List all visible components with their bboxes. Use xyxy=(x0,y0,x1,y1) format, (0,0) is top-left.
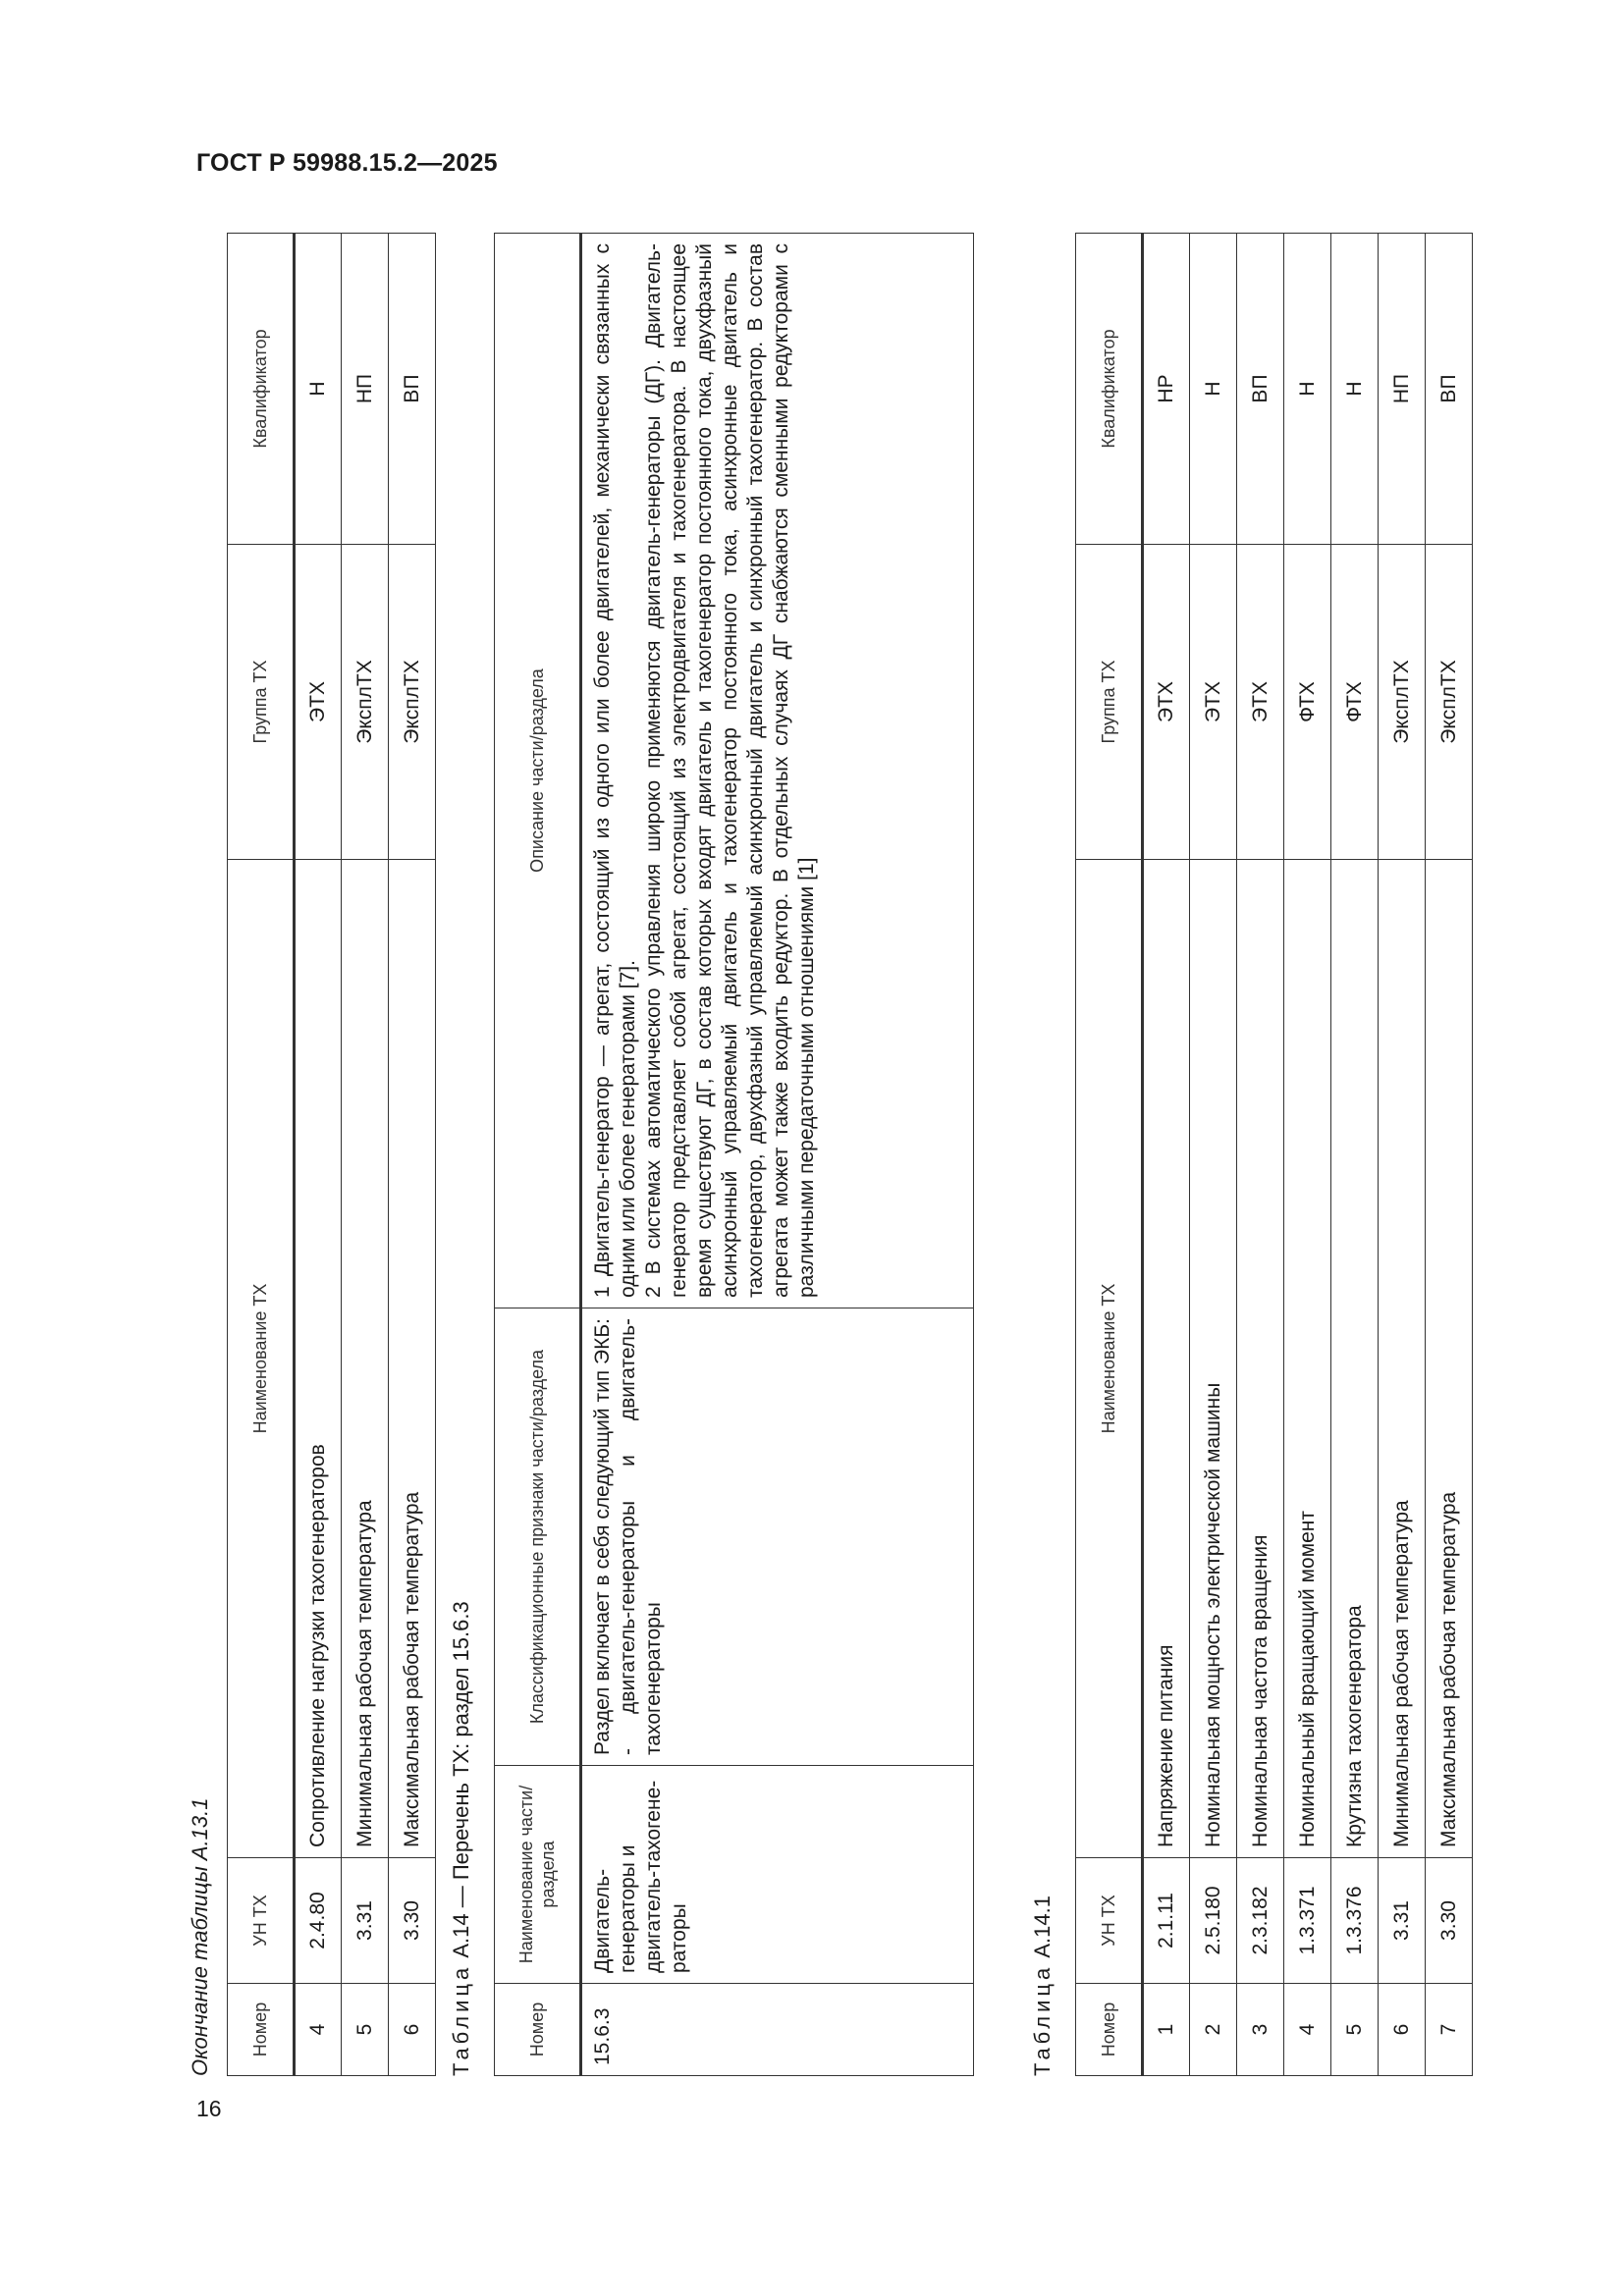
header-description: Описание части/раздела xyxy=(495,234,581,1308)
cell-name: Номинальная мощность электрической машины xyxy=(1190,860,1237,1858)
cell-number: 6 xyxy=(1379,1984,1426,2076)
cell-qualifier: НР xyxy=(1143,234,1190,545)
cell-qualifier: Н xyxy=(1331,234,1379,545)
cell-name: Номинальный вращающий момент xyxy=(1284,860,1331,1858)
cell-name: Сопротивление нагрузки тахогенераторов xyxy=(295,860,342,1858)
cell-code: 2.5.180 xyxy=(1190,1858,1237,1984)
cell-number: 4 xyxy=(1284,1984,1331,2076)
page-number: 16 xyxy=(196,2096,222,2121)
cell-group: ЭксплТХ xyxy=(1426,545,1473,860)
table-row xyxy=(1426,234,1473,2076)
table-a131-caption: Окончание таблицы А.13.1 xyxy=(188,1797,212,2076)
table-row xyxy=(1331,234,1379,2076)
cell-code: 2.3.182 xyxy=(1237,1858,1284,1984)
cell-number: 1 xyxy=(1143,1984,1190,2076)
table-a14-caption-prefix: Таблица xyxy=(449,1963,473,2076)
header-name: Наименование ТХ xyxy=(228,860,295,1858)
cell-code: 3.30 xyxy=(389,1858,436,1984)
cell-name: Минимальная рабочая температура xyxy=(342,860,389,1858)
header-number: Номер xyxy=(228,1984,295,2076)
cell-part-name: Двигатель-генераторы и двигатель-тахогене-раторы xyxy=(581,1766,974,1984)
cell-description: 1 Двигатель-генератор — агрегат, состоящий из одного или более двигателей, механически связанных с одним или более генераторами [7]. 2 В системах автоматического управления широко применяются двигатель-генераторы (ДГ). Двигатель-генератор представляет собой агрегат, состоящий из электродвигателя и тахогенератора. В настоящее время существуют ДГ, в состав которых входят двигатель и тахогенератор постоянного тока, двухфазный асинхронный управляемый двигатель и тахогенератор постоянного тока, асинхронные двигатель и тахогенератор, двухфазный управляемый асинхронный двигатель и синхронный тахогенератор. В состав агрегата может также входить редуктор. В отдельных случаях ДГ снабжаются сменными редукторами с различными передаточными отношениями [1] xyxy=(581,234,974,1308)
header-group: Группа ТХ xyxy=(1076,545,1143,860)
document-header: ГОСТ Р 59988.15.2—2025 xyxy=(196,149,498,177)
header-group: Группа ТХ xyxy=(228,545,295,860)
cell-group: ЭТХ xyxy=(1190,545,1237,860)
cell-code: 3.31 xyxy=(342,1858,389,1984)
cell-qualifier: НП xyxy=(342,234,389,545)
cell-qualifier: НП xyxy=(1379,234,1426,545)
cell-code: 2.1.11 xyxy=(1143,1858,1190,1984)
cell-name: Крутизна тахогенератора xyxy=(1331,860,1379,1858)
cell-qualifier: ВП xyxy=(1237,234,1284,545)
table-row xyxy=(389,234,436,2076)
table-a141-caption-prefix: Таблица xyxy=(1030,1963,1055,2076)
cell-group: ЭТХ xyxy=(1143,545,1190,860)
cell-name: Напряжение питания xyxy=(1143,860,1190,1858)
cell-name: Номинальная частота вращения xyxy=(1237,860,1284,1858)
cell-qualifier: ВП xyxy=(389,234,436,545)
cell-name: Максимальная рабочая температура xyxy=(389,860,436,1858)
table-row xyxy=(295,234,342,2076)
cell-code: 1.3.376 xyxy=(1331,1858,1379,1984)
table-row xyxy=(581,234,974,2076)
cell-number: 7 xyxy=(1426,1984,1473,2076)
header-code: УН ТХ xyxy=(228,1858,295,1984)
cell-code: 3.30 xyxy=(1426,1858,1473,1984)
cell-group: ЭксплТХ xyxy=(1379,545,1426,860)
cell-qualifier: ВП xyxy=(1426,234,1473,545)
cell-group: ЭТХ xyxy=(295,545,342,860)
table-row xyxy=(1190,234,1237,2076)
cell-code: 3.31 xyxy=(1379,1858,1426,1984)
table-a14 xyxy=(494,233,974,2076)
header-qualifier: Квалификатор xyxy=(228,234,295,545)
cell-number: 2 xyxy=(1190,1984,1237,2076)
cell-qualifier: Н xyxy=(1190,234,1237,545)
cell-group: ЭксплТХ xyxy=(342,545,389,860)
table-row xyxy=(342,234,389,2076)
cell-name: Максимальная рабочая температура xyxy=(1426,860,1473,1858)
header-qualifier: Квалификатор xyxy=(1076,234,1143,545)
header-code: УН ТХ xyxy=(1076,1858,1143,1984)
table-row xyxy=(1143,234,1190,2076)
header-number: Номер xyxy=(1076,1984,1143,2076)
cell-qualifier: Н xyxy=(1284,234,1331,545)
table-row xyxy=(1237,234,1284,2076)
cell-classification: Раздел включает в себя следующий тип ЭКБ: - двигатель-генераторы и двигатель-тахогенераторы xyxy=(581,1308,974,1766)
cell-code: 2.4.80 xyxy=(295,1858,342,1984)
cell-group: ФТХ xyxy=(1284,545,1331,860)
header-number: Номер xyxy=(495,1984,581,2076)
table-row xyxy=(1284,234,1331,2076)
table-row xyxy=(1379,234,1426,2076)
table-a131 xyxy=(227,233,436,2076)
header-name: Наименование ТХ xyxy=(1076,860,1143,1858)
cell-number: 15.6.3 xyxy=(581,1984,974,2076)
table-a14-caption-text: А.14 — Перечень ТХ: раздел 15.6.3 xyxy=(449,1601,473,1964)
cell-number: 4 xyxy=(295,1984,342,2076)
header-part-name: Наименование части/ раздела xyxy=(495,1766,581,1984)
cell-group: ЭТХ xyxy=(1237,545,1284,860)
table-a141-caption xyxy=(1030,1896,1056,2076)
table-a141 xyxy=(1075,233,1473,2076)
table-a141-caption-text: А.14.1 xyxy=(1030,1896,1055,1964)
cell-number: 5 xyxy=(342,1984,389,2076)
cell-number: 5 xyxy=(1331,1984,1379,2076)
cell-qualifier: Н xyxy=(295,234,342,545)
cell-group: ЭксплТХ xyxy=(389,545,436,860)
table-a14-caption xyxy=(449,1601,474,2076)
cell-number: 6 xyxy=(389,1984,436,2076)
cell-group: ФТХ xyxy=(1331,545,1379,860)
rotated-content xyxy=(172,231,1517,2076)
header-classification: Классификационные признаки части/раздела xyxy=(495,1308,581,1766)
cell-number: 3 xyxy=(1237,1984,1284,2076)
cell-name: Минимальная рабочая температура xyxy=(1379,860,1426,1858)
cell-code: 1.3.371 xyxy=(1284,1858,1331,1984)
